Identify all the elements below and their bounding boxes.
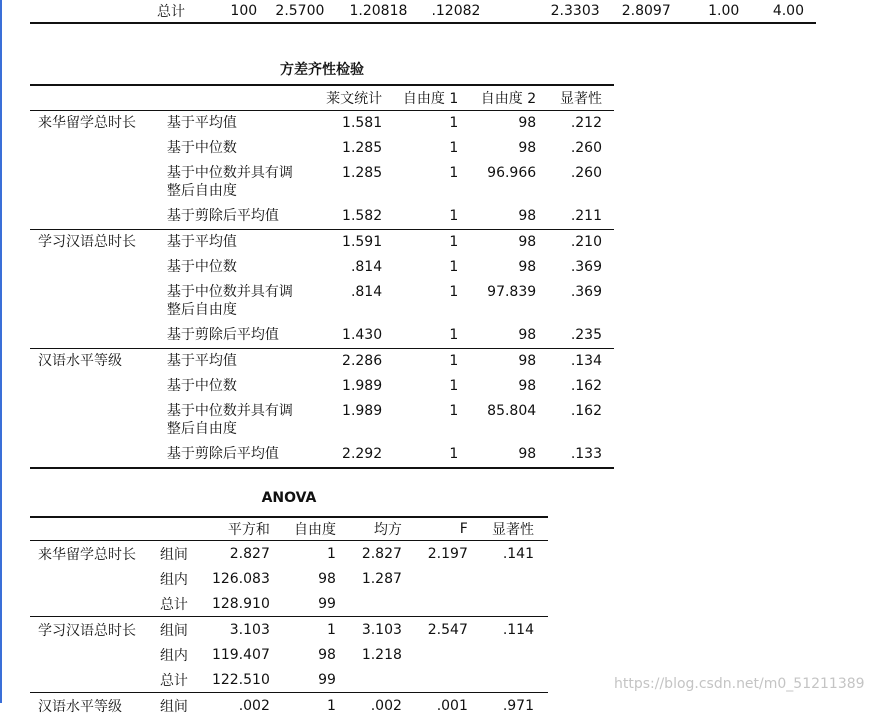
anova-sig: .141 — [470, 541, 548, 567]
anova-sig — [470, 591, 548, 617]
anova-df: 1 — [272, 617, 338, 643]
levene-header-sig: 显著性 — [538, 85, 614, 111]
levene-variable: 汉语水平等级 — [30, 349, 167, 375]
total-mean: 2.5700 — [257, 0, 324, 23]
anova-source: 组内 — [160, 566, 205, 591]
total-label: 总计 — [157, 0, 220, 23]
total-n: 100 — [220, 0, 258, 23]
anova-ss: 126.083 — [205, 566, 272, 591]
levene-sig: .260 — [538, 136, 614, 161]
anova-source: 总计 — [160, 667, 205, 693]
levene-df1: 1 — [384, 161, 460, 204]
anova-header-df: 自由度 — [272, 517, 338, 541]
anova-source: 组内 — [160, 642, 205, 667]
levene-header-df1: 自由度 1 — [384, 85, 460, 111]
levene-sig: .260 — [538, 161, 614, 204]
levene-sig: .235 — [538, 323, 614, 349]
levene-stat: .814 — [313, 255, 384, 280]
levene-method: 基于中位数 — [167, 374, 314, 399]
anova-ss: .002 — [205, 693, 272, 718]
anova-ms: 3.103 — [338, 617, 404, 643]
descriptives-table-fragment — [30, 0, 816, 24]
levene-method: 基于中位数并具有调整后自由度 — [167, 161, 314, 204]
levene-df1: 1 — [384, 111, 460, 137]
anova-ms: .002 — [338, 693, 404, 718]
anova-f — [404, 566, 470, 591]
anova-df: 98 — [272, 642, 338, 667]
watermark: https://blog.csdn.net/m0_51211389 — [614, 676, 865, 692]
anova-df: 1 — [272, 541, 338, 567]
anova-variable: 来华留学总时长 — [30, 541, 160, 567]
anova-sig: .114 — [470, 617, 548, 643]
levene-method: 基于平均值 — [167, 111, 314, 137]
levene-sig: .211 — [538, 204, 614, 230]
levene-df2: 98 — [460, 374, 538, 399]
anova-ss: 3.103 — [205, 617, 272, 643]
table-row — [30, 374, 614, 399]
levene-method: 基于剪除后平均值 — [167, 204, 314, 230]
levene-stat: 1.989 — [313, 374, 384, 399]
levene-df1: 1 — [384, 136, 460, 161]
levene-method: 基于平均值 — [167, 230, 314, 256]
table-row — [30, 617, 548, 643]
table-row — [30, 693, 548, 718]
levene-method: 基于平均值 — [167, 349, 314, 375]
total-se: .12082 — [407, 0, 480, 23]
levene-method: 基于中位数并具有调整后自由度 — [167, 280, 314, 323]
total-sd: 1.20818 — [324, 0, 407, 23]
anova-variable: 学习汉语总时长 — [30, 617, 160, 643]
table-row — [30, 136, 614, 161]
levene-method: 基于中位数并具有调整后自由度 — [167, 399, 314, 442]
anova-ms: 1.287 — [338, 566, 404, 591]
table-row — [30, 349, 614, 375]
levene-sig: .133 — [538, 442, 614, 468]
levene-df2: 98 — [460, 136, 538, 161]
table-row — [30, 280, 614, 323]
levene-stat: 2.286 — [313, 349, 384, 375]
levene-header-df2: 自由度 2 — [460, 85, 538, 111]
levene-df2: 98 — [460, 204, 538, 230]
levene-df2: 98 — [460, 255, 538, 280]
anova-ms: 1.218 — [338, 642, 404, 667]
table-row — [30, 591, 548, 617]
levene-sig: .134 — [538, 349, 614, 375]
anova-ss: 119.407 — [205, 642, 272, 667]
levene-df1: 1 — [384, 280, 460, 323]
anova-variable: 汉语水平等级 — [30, 693, 160, 718]
levene-df1: 1 — [384, 442, 460, 468]
anova-f: 2.547 — [404, 617, 470, 643]
levene-stat: 1.285 — [313, 136, 384, 161]
anova-ms: 2.827 — [338, 541, 404, 567]
levene-stat: .814 — [313, 280, 384, 323]
levene-df2: 97.839 — [460, 280, 538, 323]
anova-ss: 122.510 — [205, 667, 272, 693]
anova-source: 组间 — [160, 693, 205, 718]
table-row — [30, 255, 614, 280]
levene-df1: 1 — [384, 349, 460, 375]
levene-df2: 98 — [460, 349, 538, 375]
total-max: 4.00 — [739, 0, 816, 23]
levene-df1: 1 — [384, 323, 460, 349]
table-row — [30, 667, 548, 693]
anova-df: 98 — [272, 566, 338, 591]
anova-ms — [338, 667, 404, 693]
levene-stat: 1.582 — [313, 204, 384, 230]
anova-sig — [470, 566, 548, 591]
anova-f — [404, 591, 470, 617]
levene-df2: 98 — [460, 111, 538, 137]
anova-source: 总计 — [160, 591, 205, 617]
total-row — [30, 0, 816, 23]
levene-variable: 学习汉语总时长 — [30, 230, 167, 256]
levene-stat: 1.285 — [313, 161, 384, 204]
anova-sig — [470, 642, 548, 667]
levene-df1: 1 — [384, 399, 460, 442]
levene-sig: .212 — [538, 111, 614, 137]
table-row — [30, 204, 614, 230]
anova-header-ss: 平方和 — [205, 517, 272, 541]
anova-df: 99 — [272, 667, 338, 693]
anova-source: 组间 — [160, 541, 205, 567]
levene-method: 基于中位数 — [167, 255, 314, 280]
total-ci-upper: 2.8097 — [600, 0, 671, 23]
levene-df2: 96.966 — [460, 161, 538, 204]
anova-title: ANOVA — [30, 490, 548, 506]
table-row — [30, 323, 614, 349]
levene-title: 方差齐性检验 — [30, 59, 614, 79]
anova-df: 99 — [272, 591, 338, 617]
table-row — [30, 399, 614, 442]
levene-sig: .162 — [538, 374, 614, 399]
levene-sig: .210 — [538, 230, 614, 256]
anova-ms — [338, 591, 404, 617]
table-row — [30, 230, 614, 256]
anova-table — [30, 516, 548, 718]
window-left-border — [0, 0, 2, 703]
anova-header-sig: 显著性 — [470, 517, 548, 541]
levene-sig: .369 — [538, 280, 614, 323]
levene-header-row — [30, 85, 614, 111]
levene-df1: 1 — [384, 204, 460, 230]
anova-f: .001 — [404, 693, 470, 718]
levene-df1: 1 — [384, 230, 460, 256]
levene-method: 基于剪除后平均值 — [167, 442, 314, 468]
anova-header-row — [30, 517, 548, 541]
levene-df2: 98 — [460, 230, 538, 256]
levene-method: 基于中位数 — [167, 136, 314, 161]
levene-df1: 1 — [384, 374, 460, 399]
levene-variable: 来华留学总时长 — [30, 111, 167, 137]
anova-ss: 128.910 — [205, 591, 272, 617]
anova-f: 2.197 — [404, 541, 470, 567]
levene-df2: 98 — [460, 442, 538, 468]
table-row — [30, 566, 548, 591]
levene-stat: 1.581 — [313, 111, 384, 137]
table-row — [30, 541, 548, 567]
total-ci-lower: 2.3303 — [480, 0, 599, 23]
table-row — [30, 442, 614, 468]
anova-f — [404, 642, 470, 667]
anova-source: 组间 — [160, 617, 205, 643]
levene-header-stat: 莱文统计 — [313, 85, 384, 111]
anova-df: 1 — [272, 693, 338, 718]
anova-sig — [470, 667, 548, 693]
levene-stat: 1.430 — [313, 323, 384, 349]
levene-stat: 1.591 — [313, 230, 384, 256]
table-row — [30, 161, 614, 204]
table-row — [30, 642, 548, 667]
anova-sig: .971 — [470, 693, 548, 718]
levene-method: 基于剪除后平均值 — [167, 323, 314, 349]
levene-table — [30, 84, 614, 469]
anova-header-ms: 均方 — [338, 517, 404, 541]
total-min: 1.00 — [671, 0, 740, 23]
table-row — [30, 111, 614, 137]
levene-df2: 85.804 — [460, 399, 538, 442]
levene-sig: .369 — [538, 255, 614, 280]
levene-sig: .162 — [538, 399, 614, 442]
levene-stat: 2.292 — [313, 442, 384, 468]
anova-ss: 2.827 — [205, 541, 272, 567]
levene-df2: 98 — [460, 323, 538, 349]
levene-df1: 1 — [384, 255, 460, 280]
anova-header-f: F — [404, 517, 470, 541]
levene-stat: 1.989 — [313, 399, 384, 442]
anova-f — [404, 667, 470, 693]
